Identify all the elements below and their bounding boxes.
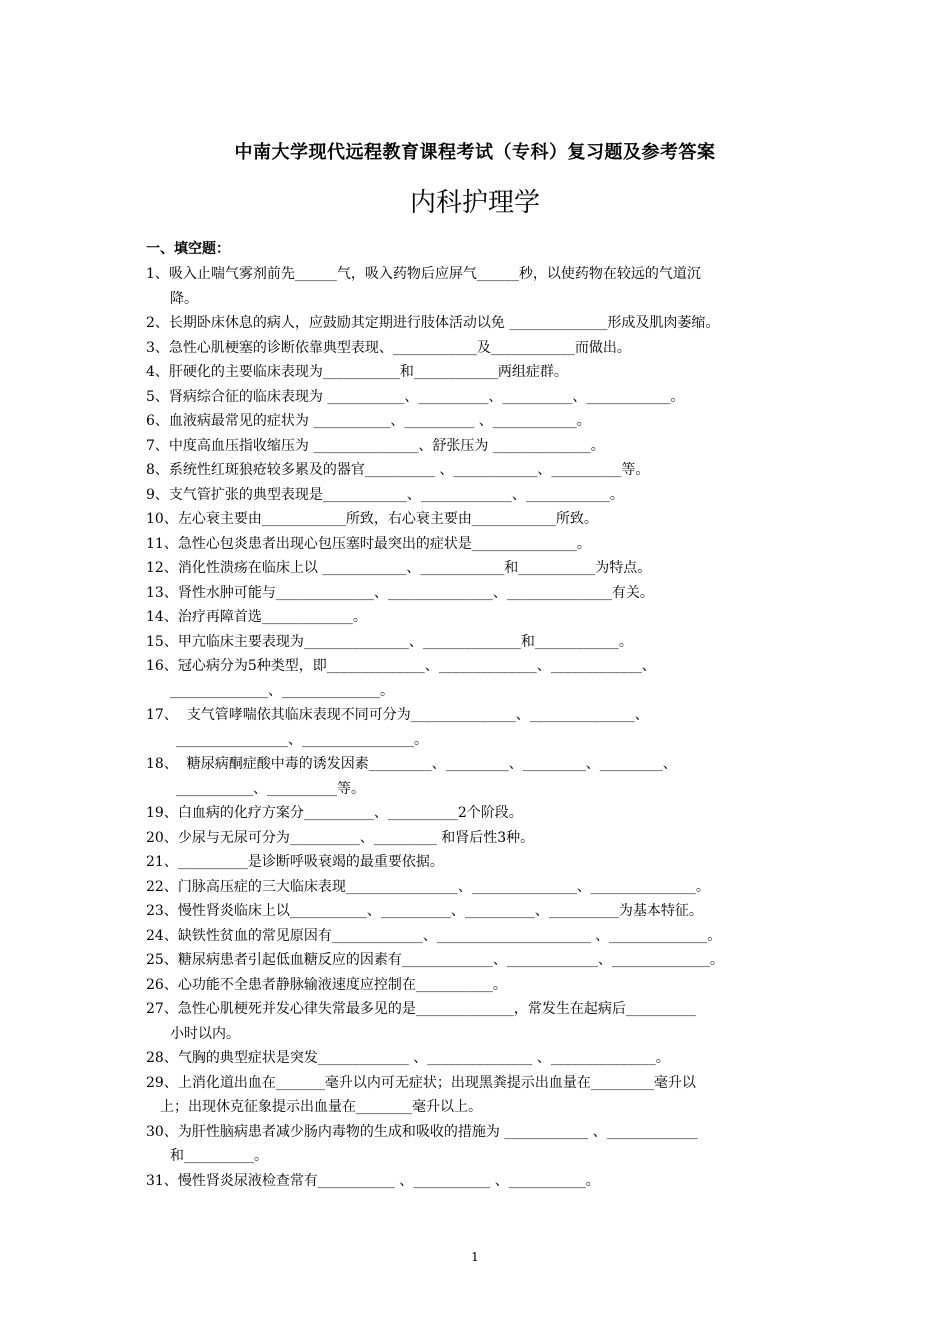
question-10: 10、左心衰主要由____________所致，右心衰主要由____________所致。	[146, 511, 598, 527]
question-17-continued: ________________、________________。	[176, 731, 428, 748]
question-27: 27、急性心肌梗死并发心律失常最多见的是______________，常发生在起病后__________	[146, 1001, 696, 1017]
question-30-continued: 和__________。	[170, 1148, 268, 1164]
question-26: 26、心功能不全患者静脉输液速度应控制在___________。	[146, 976, 507, 993]
question-9: 9、支气管扩张的典型表现是____________、_____________、____________。	[146, 486, 624, 503]
question-24: 24、缺铁性贫血的常见原因有_____________、______________________ 、______________。	[146, 927, 722, 944]
question-29-continued: 上；出现休克征象提示出血量在________毫升以上。	[160, 1099, 482, 1115]
question-25: 25、糖尿病患者引起低血糖反应的因素有_____________、_____________、______________。	[146, 952, 724, 968]
question-17: 17、 支气管哮喘依其临床表现不同可分为_______________、_______________、	[146, 707, 649, 723]
question-29: 29、上消化道出血在_______毫升以内可无症状；出现黑粪提示出血量在_________毫升以	[146, 1074, 696, 1091]
question-28: 28、气胸的典型症状是突发_____________ 、_______________ 、_______________。	[146, 1050, 670, 1066]
question-30: 30、为肝性脑病患者减少肠内毒物的生成和吸收的措施为 ____________ 、_____________	[146, 1123, 698, 1140]
question-12: 12、消化性溃疡在临床上以 ____________、____________和___________为特点。	[146, 560, 652, 576]
question-22: 22、门脉高压症的三大临床表现________________、_______________、_______________。	[146, 878, 710, 895]
section-heading: 一、填空题：	[146, 241, 230, 257]
question-4: 4、肝硬化的主要临床表现为___________和____________两组症群。	[146, 364, 568, 380]
question-2: 2、长期卧床休息的病人，应鼓励其定期进行肢体活动以免 ______________形成及肌肉萎缩。	[146, 315, 720, 331]
question-8: 8、系统性红斑狼疮较多累及的器官__________ 、____________、__________等。	[146, 462, 650, 478]
page-number: 1	[471, 1250, 479, 1264]
question-16-continued: ______________、______________。	[170, 682, 394, 699]
question-23: 23、慢性肾炎临床上以___________、__________、__________、__________为基本特征。	[146, 903, 703, 919]
question-3: 3、急性心肌梗塞的诊断依靠典型表现、____________及____________而做出。	[146, 339, 631, 356]
question-15: 15、甲亢临床主要表现为_______________、______________和____________。	[146, 633, 633, 650]
question-13: 13、肾性水肿可能与______________、_______________、_______________有关。	[146, 584, 654, 601]
question-31: 31、慢性肾炎尿液检查常有___________ 、___________ 、___________。	[146, 1172, 600, 1189]
question-1-continued: 降。	[170, 290, 198, 307]
exam-header: 中南大学现代远程教育课程考试（专科）复习题及参考答案	[234, 142, 716, 163]
question-list	[146, 262, 826, 1193]
question-16: 16、冠心病分为5种类型，即______________、______________、_____________、	[146, 658, 656, 674]
question-6: 6、血液病最常见的症状为 ___________、__________ 、____________。	[146, 413, 591, 429]
question-14: 14、治疗再障首选_____________。	[146, 609, 367, 625]
question-19: 19、白血病的化疗方案分__________、__________2个阶段。	[146, 805, 523, 821]
question-5: 5、肾病综合征的临床表现为 ___________、__________、__________、____________。	[146, 388, 685, 405]
question-18-continued: ___________、__________等。	[176, 780, 365, 797]
question-1: 1、吸入止喘气雾剂前先______气，吸入药物后应屏气______秒，以使药物在较远的气道沉	[146, 266, 701, 282]
question-11: 11、急性心包炎患者出现心包压塞时最突出的症状是_______________。	[146, 535, 591, 552]
question-21: 21、__________是诊断呼吸衰竭的最重要依据。	[146, 854, 444, 870]
question-27-continued: 小时以内。	[170, 1025, 240, 1042]
question-18: 18、 糖尿病酮症酸中毒的诱发因素_________、_________、_________、_________、	[146, 756, 677, 772]
question-20: 20、少尿与无尿可分为__________、_________ 和肾后性3种。	[146, 829, 535, 846]
question-7: 7、中度高血压指收缩压为 _______________、舒张压为 ______________。	[146, 437, 605, 454]
document-title: 内科护理学	[409, 188, 540, 218]
